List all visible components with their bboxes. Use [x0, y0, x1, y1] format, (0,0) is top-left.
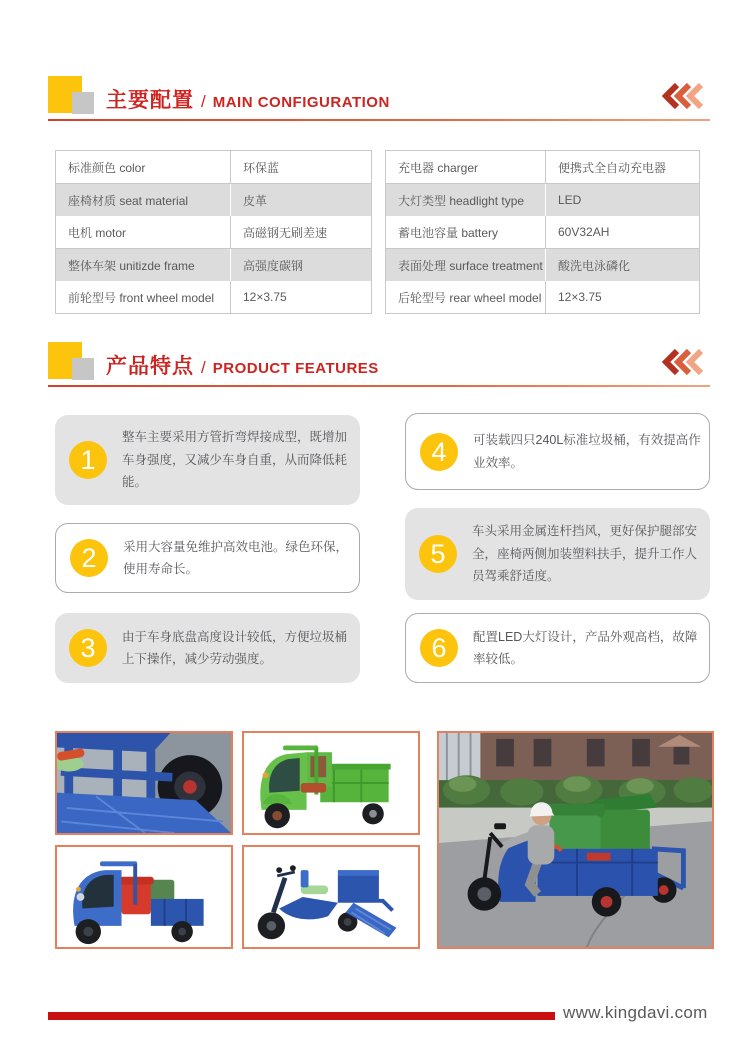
configuration-table-left	[55, 150, 372, 314]
table-value: 12×3.75	[243, 290, 287, 304]
photo-green-tricycle-side-view	[242, 731, 420, 835]
photo-worker-riding-tricycle-street	[437, 731, 714, 949]
table-row	[386, 249, 699, 281]
gray-square-decoration	[72, 92, 94, 114]
photo-blue-tricycle-with-bins	[55, 845, 233, 949]
feature-box-3	[55, 613, 360, 683]
table-row	[386, 216, 699, 249]
footer-website-link[interactable]: www.kingdavi.com	[563, 1003, 708, 1022]
configuration-table-right	[385, 150, 700, 314]
table-label: 表面处理 surface treatment	[386, 249, 546, 281]
triple-chevron-left-icon	[662, 83, 708, 109]
street-scene-illustration	[439, 733, 712, 947]
photo-blue-cargo-bed-closeup	[55, 731, 233, 835]
feature-text: 由于车身底盘高度设计较低，方便垃圾桶上下操作，减少劳动强度。	[122, 629, 348, 666]
feature-text: 采用大容量免维护高效电池。绿色环保，使用寿命长。	[123, 539, 349, 576]
table-value: 酸洗电泳磷化	[558, 258, 631, 273]
table-label: 前轮型号 front wheel model	[56, 281, 231, 313]
table-row	[386, 184, 699, 216]
feature-number-badge: 1	[69, 441, 107, 479]
title-slash: /	[201, 358, 206, 377]
table-value: 环保蓝	[243, 160, 280, 175]
section-title-zh: 主要配置	[106, 89, 194, 112]
table-value: 高磁钢无刷差速	[243, 225, 328, 240]
feature-box-2	[55, 523, 360, 593]
table-label: 整体车架 unitizde frame	[56, 249, 231, 281]
gray-square-decoration	[72, 358, 94, 380]
section-title-zh: 产品特点	[106, 355, 194, 378]
header-underline	[48, 385, 710, 387]
table-label: 后轮型号 rear wheel model	[386, 281, 546, 313]
section-title	[106, 84, 390, 114]
section-header-product-features	[48, 342, 710, 387]
table-label: 大灯类型 headlight type	[386, 184, 546, 216]
feature-number-badge: 2	[70, 539, 108, 577]
blue-tricycle-ramp-illustration	[244, 847, 418, 947]
feature-number-badge: 3	[69, 629, 107, 667]
feature-text: 整车主要采用方管折弯焊接成型，既增加车身强度，又减少车身自重，从而降低耗能。	[122, 430, 348, 490]
table-value: 高强度碳钢	[243, 258, 304, 273]
table-label: 座椅材质 seat material	[56, 184, 231, 216]
feature-text: 车头采用金属连杆挡风，更好保护腿部安全，座椅两侧加装塑料扶手，提升工作人员驾乘舒适度。	[472, 524, 698, 584]
feature-box-6	[405, 613, 710, 683]
table-row	[56, 249, 371, 281]
table-label: 蓄电池容量 battery	[386, 216, 546, 248]
feature-box-4	[405, 413, 710, 490]
feature-number-badge: 6	[420, 629, 458, 667]
feature-box-1	[55, 415, 360, 505]
triple-chevron-left-icon	[662, 349, 708, 375]
section-header-main-configuration	[48, 76, 710, 121]
table-label: 充电器 charger	[386, 151, 546, 183]
green-tricycle-illustration	[244, 733, 418, 833]
feature-text: 配置LED大灯设计，产品外观高档，故障率较低。	[473, 629, 698, 666]
photo-blue-tricycle-with-ramp	[242, 845, 420, 949]
table-label: 电机 motor	[56, 216, 231, 248]
table-row	[56, 184, 371, 216]
table-row	[56, 281, 371, 313]
table-row	[386, 281, 699, 313]
section-title-en: PRODUCT FEATURES	[212, 360, 379, 377]
table-value: 12×3.75	[558, 290, 602, 304]
table-value: 60V32AH	[558, 225, 610, 239]
feature-box-5	[405, 508, 710, 600]
feature-number-badge: 4	[420, 433, 458, 471]
table-row	[56, 216, 371, 249]
feature-text: 可装载四只240L标准垃圾桶，有效提高作业效率。	[473, 433, 701, 470]
table-value: LED	[558, 193, 582, 207]
table-row	[56, 151, 371, 184]
title-slash: /	[201, 92, 206, 111]
feature-number-badge: 5	[419, 535, 457, 573]
section-title	[106, 350, 379, 380]
table-value: 便携式全自动充电器	[558, 160, 667, 175]
blue-cargo-bed-illustration	[57, 733, 231, 833]
footer-red-bar	[48, 1012, 555, 1020]
section-title-en: MAIN CONFIGURATION	[212, 94, 390, 111]
table-label: 标准颜色 color	[56, 151, 231, 183]
table-row	[386, 151, 699, 184]
header-underline	[48, 119, 710, 121]
blue-tricycle-bins-illustration	[57, 847, 231, 947]
table-value: 皮革	[243, 193, 268, 208]
